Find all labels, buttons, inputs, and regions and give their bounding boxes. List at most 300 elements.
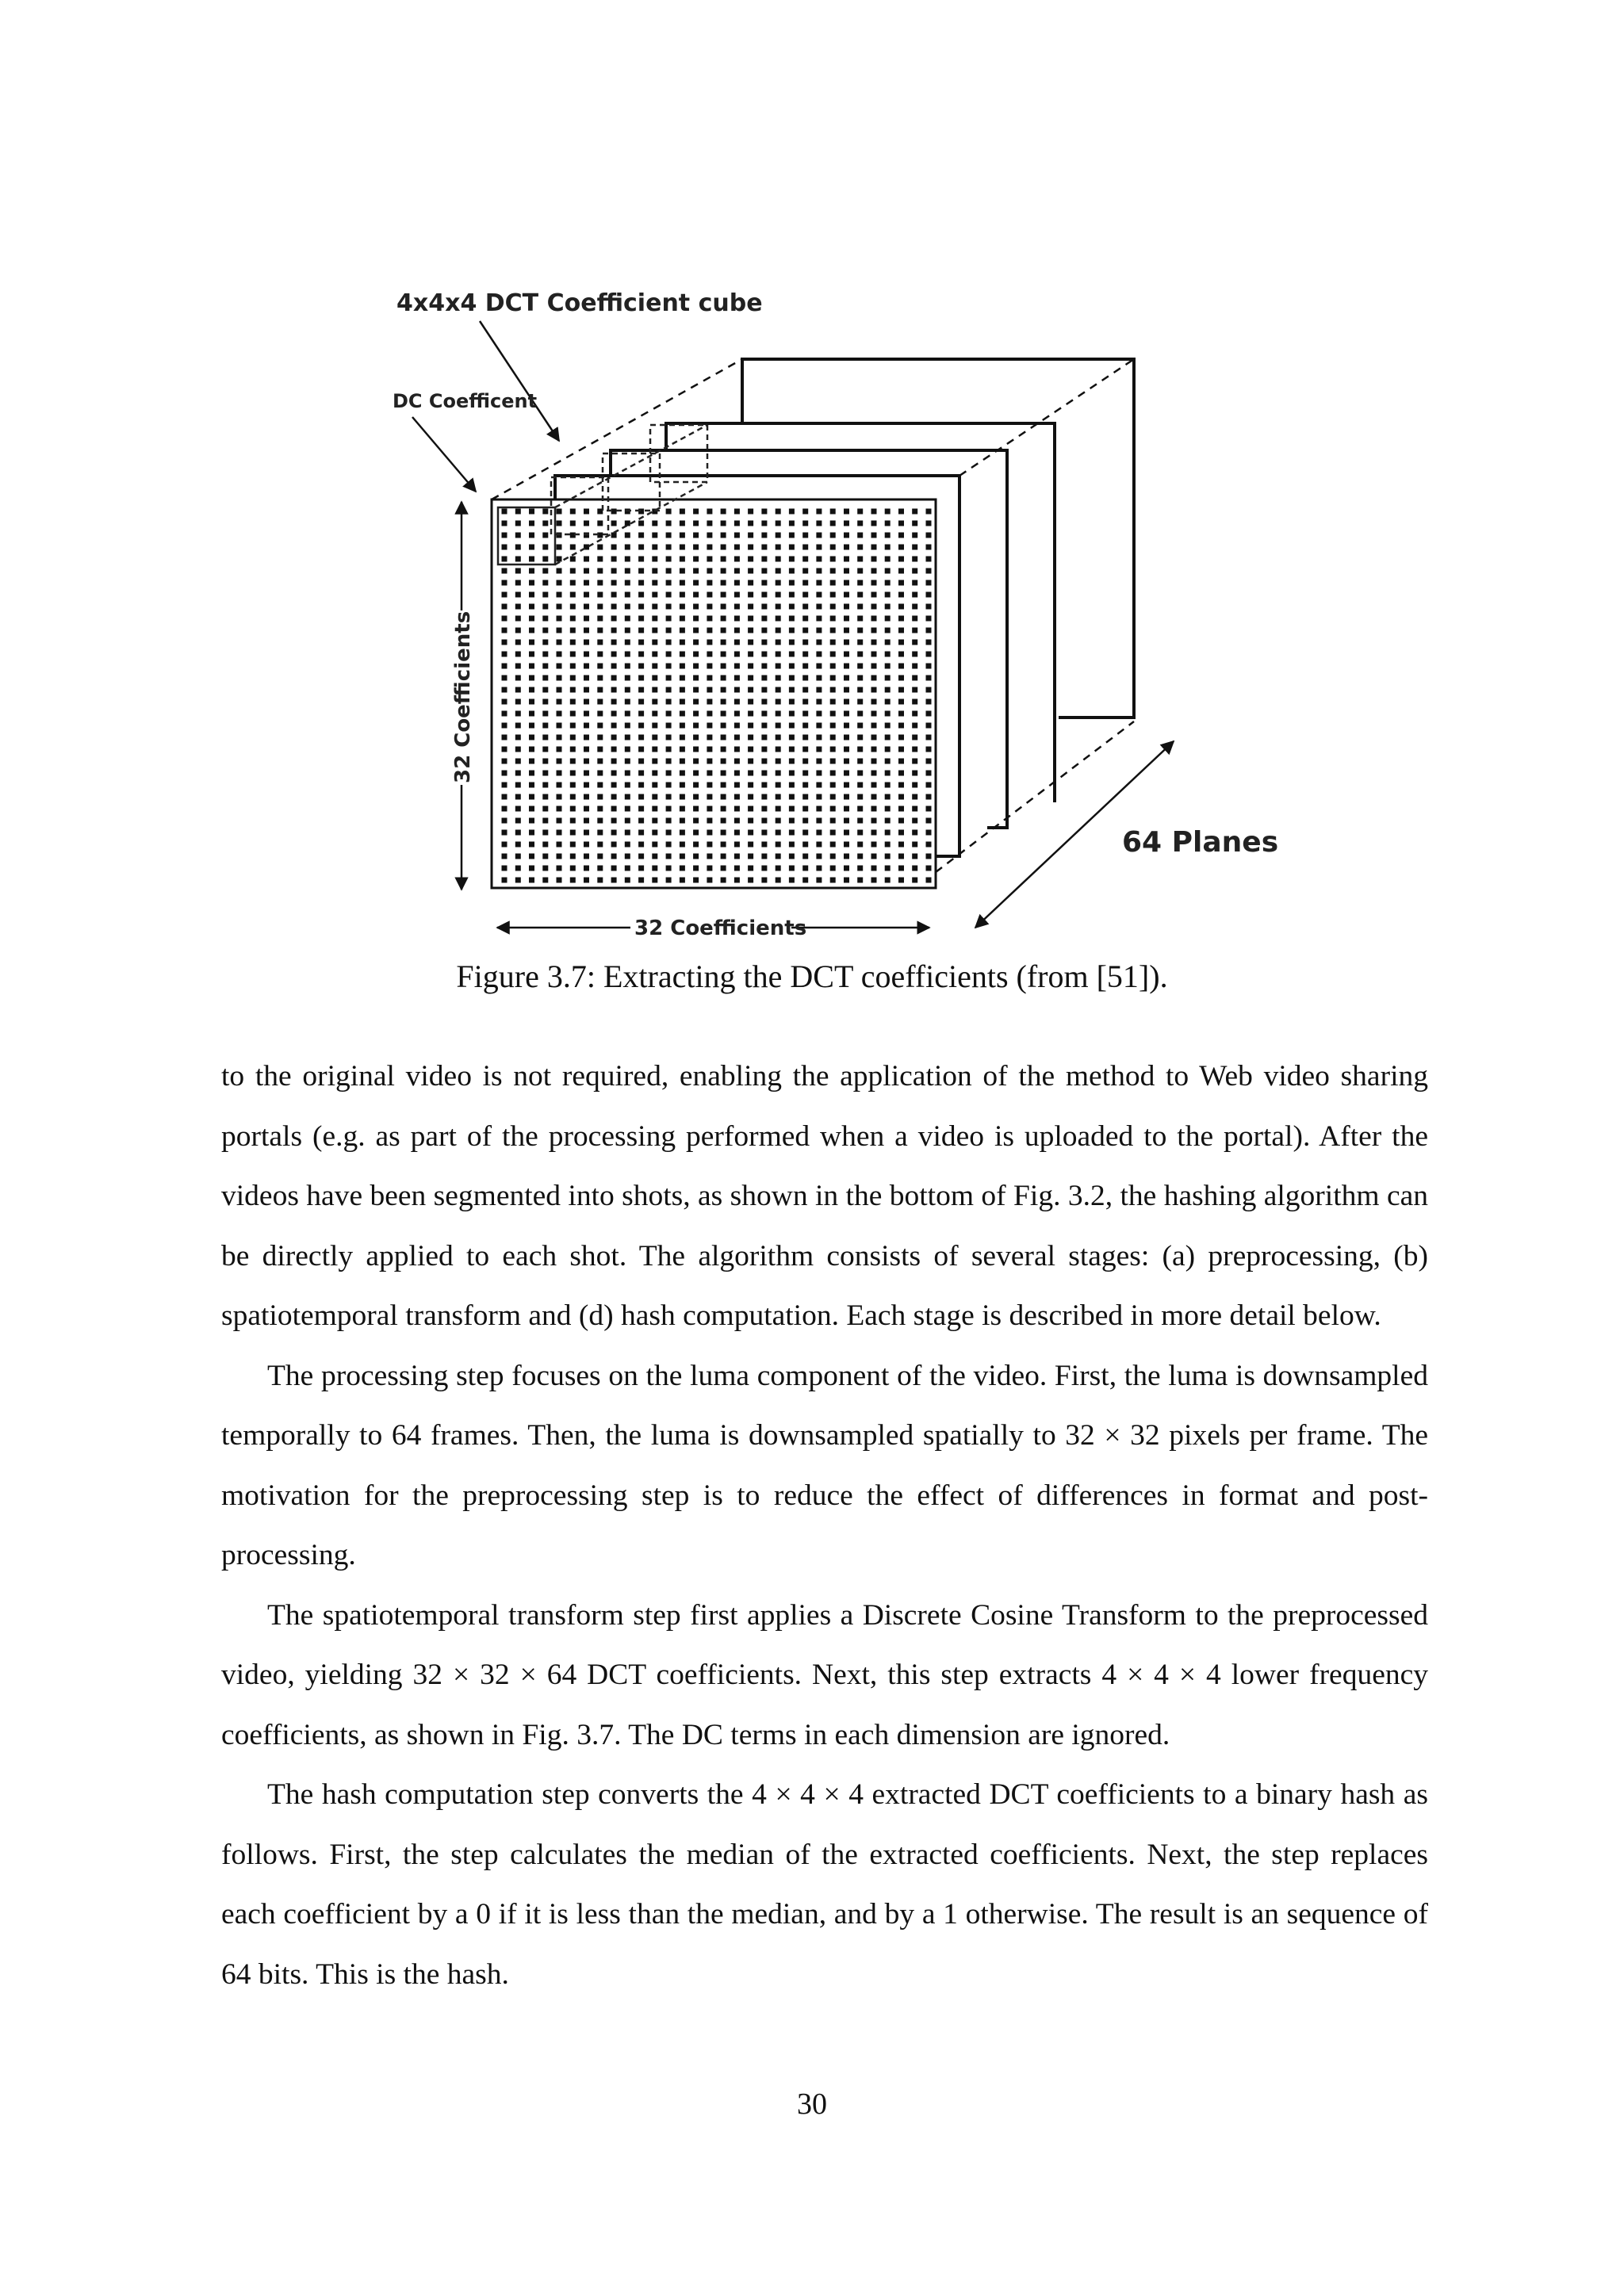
coefficient-dot (529, 652, 534, 657)
coefficient-dot (515, 794, 521, 800)
coefficient-dot (816, 509, 822, 515)
coefficient-dot (570, 747, 576, 752)
coefficient-dot (761, 818, 767, 824)
coefficient-dot (707, 759, 712, 764)
coefficient-dot (515, 878, 521, 883)
coefficient-dot (693, 664, 699, 669)
coefficient-dot (857, 533, 863, 538)
coefficient-dot (557, 723, 562, 729)
coefficient-dot (844, 640, 849, 645)
coefficient-dot (912, 699, 917, 705)
coefficient-dot (802, 604, 808, 610)
coefficient-dot (584, 652, 589, 657)
coefficient-dot (666, 830, 672, 836)
coefficient-dot (830, 687, 836, 693)
coefficient-dot (652, 545, 657, 550)
coefficient-dot (693, 866, 699, 871)
coefficient-dot (844, 675, 849, 681)
coefficient-dot (638, 533, 644, 538)
coefficient-dot (611, 747, 617, 752)
coefficient-dot (830, 818, 836, 824)
coefficient-dot (802, 711, 808, 717)
coefficient-dot (734, 652, 740, 657)
coefficient-dot (857, 783, 863, 788)
coefficient-dot (515, 664, 521, 669)
coefficient-dot (898, 771, 904, 776)
coefficient-dot (844, 628, 849, 633)
coefficient-dot (515, 521, 521, 526)
coefficient-dot (885, 640, 891, 645)
coefficient-dot (857, 794, 863, 800)
coefficient-dot (693, 521, 699, 526)
coefficient-dot (652, 616, 657, 622)
coefficient-dot (776, 652, 781, 657)
coefficient-dot (707, 854, 712, 859)
coefficient-dot (652, 568, 657, 574)
coefficient-dot (776, 580, 781, 586)
coefficient-dot (802, 652, 808, 657)
coefficient-dot (611, 604, 617, 610)
coefficient-dot (776, 723, 781, 729)
coefficient-dot (830, 652, 836, 657)
coefficient-dot (693, 640, 699, 645)
coefficient-dot (611, 723, 617, 729)
coefficient-dot (721, 640, 726, 645)
coefficient-dot (529, 557, 534, 562)
coefficient-dot (802, 866, 808, 871)
coefficient-dot (707, 568, 712, 574)
coefficient-dot (885, 675, 891, 681)
coefficient-dot (857, 616, 863, 622)
coefficient-dot (611, 687, 617, 693)
coefficient-dot (789, 699, 795, 705)
coefficient-dot (693, 699, 699, 705)
coefficient-dot (844, 842, 849, 848)
coefficient-dot (515, 580, 521, 586)
coefficient-dot (844, 806, 849, 812)
coefficient-dot (584, 664, 589, 669)
coefficient-dot (693, 545, 699, 550)
coefficient-dot (789, 664, 795, 669)
coefficient-dot (557, 711, 562, 717)
coefficient-dot (926, 580, 932, 586)
coefficient-dot (666, 568, 672, 574)
coefficient-dot (857, 759, 863, 764)
coefficient-dot (542, 628, 548, 633)
coefficient-dot (898, 723, 904, 729)
coefficient-dot (502, 557, 508, 562)
coefficient-dot (857, 854, 863, 859)
coefficient-dot (721, 592, 726, 598)
body-text (221, 1047, 1428, 2004)
coefficient-dot (707, 794, 712, 800)
coefficient-dot (666, 640, 672, 645)
coefficient-dot (816, 557, 822, 562)
coefficient-dot (680, 652, 685, 657)
coefficient-dot (830, 533, 836, 538)
coefficient-dot (557, 509, 562, 515)
coefficient-dot (734, 878, 740, 883)
coefficient-dot (926, 664, 932, 669)
coefficient-dot (625, 854, 630, 859)
coefficient-dot (885, 592, 891, 598)
coefficient-dot (734, 735, 740, 740)
coefficient-dot (789, 616, 795, 622)
coefficient-dot (885, 652, 891, 657)
coefficient-dot (898, 830, 904, 836)
coefficient-dot (830, 628, 836, 633)
coefficient-dot (680, 783, 685, 788)
coefficient-dot (557, 616, 562, 622)
coefficient-dot (570, 568, 576, 574)
coefficient-dot (857, 628, 863, 633)
figure-caption: Figure 3.7: Extracting the DCT coefficients (from [51]). (456, 959, 1168, 994)
coefficient-dot (857, 521, 863, 526)
coefficient-dot (802, 771, 808, 776)
coefficient-dot (816, 747, 822, 752)
coefficient-dot (625, 675, 630, 681)
coefficient-dot (912, 521, 917, 526)
coefficient-dot (926, 711, 932, 717)
coefficient-dot (871, 878, 877, 883)
coefficient-dot (597, 557, 603, 562)
coefficient-dot (542, 545, 548, 550)
coefficient-dot (816, 533, 822, 538)
coefficient-dot (761, 783, 767, 788)
coefficient-dot (666, 806, 672, 812)
coefficient-dot (789, 866, 795, 871)
coefficient-dot (802, 568, 808, 574)
coefficient-dot (597, 759, 603, 764)
coefficient-dot (666, 592, 672, 598)
coefficient-dot (611, 533, 617, 538)
coefficient-dot (926, 854, 932, 859)
coefficient-dot (529, 699, 534, 705)
coefficient-dot (912, 830, 917, 836)
coefficient-dot (857, 842, 863, 848)
coefficient-dot (570, 640, 576, 645)
coefficient-dot (761, 687, 767, 693)
coefficient-dot (666, 747, 672, 752)
coefficient-dot (638, 735, 644, 740)
coefficient-dot (557, 652, 562, 657)
coefficient-dot (652, 747, 657, 752)
coefficient-dot (885, 783, 891, 788)
coefficient-dot (789, 568, 795, 574)
coefficient-dot (529, 759, 534, 764)
coefficient-dot (542, 711, 548, 717)
coefficient-dot (830, 568, 836, 574)
coefficient-dot (761, 640, 767, 645)
cube-arrow (480, 321, 559, 441)
coefficient-dot (638, 592, 644, 598)
coefficient-dot (597, 783, 603, 788)
coefficient-dot (912, 652, 917, 657)
coefficient-dot (857, 580, 863, 586)
coefficient-dot (748, 640, 753, 645)
coefficient-dot (898, 878, 904, 883)
coefficient-dot (542, 878, 548, 883)
coefficient-dot (680, 854, 685, 859)
coefficient-dot (734, 830, 740, 836)
coefficient-dot (666, 878, 672, 883)
coefficient-dot (515, 830, 521, 836)
coefficient-dot (570, 616, 576, 622)
coefficient-dot (898, 735, 904, 740)
coefficient-dot (502, 687, 508, 693)
coefficient-dot (871, 806, 877, 812)
coefficient-dot (721, 854, 726, 859)
coefficient-dot (816, 794, 822, 800)
coefficient-dot (625, 747, 630, 752)
coefficient-dot (721, 759, 726, 764)
coefficient-dot (789, 735, 795, 740)
coefficient-dot (857, 687, 863, 693)
coefficient-dot (611, 783, 617, 788)
coefficient-dot (557, 664, 562, 669)
coefficient-dot (721, 794, 726, 800)
coefficient-dot (652, 699, 657, 705)
coefficient-dot (748, 604, 753, 610)
coefficient-dot (529, 771, 534, 776)
coefficient-dot (680, 545, 685, 550)
coefficient-dot (898, 866, 904, 871)
coefficient-dot (529, 783, 534, 788)
coefficient-dot (515, 735, 521, 740)
coefficient-dot (748, 866, 753, 871)
coefficient-dot (584, 854, 589, 859)
coefficient-dot (584, 830, 589, 836)
coefficient-dot (776, 783, 781, 788)
coefficient-dot (734, 675, 740, 681)
coefficient-dot (707, 580, 712, 586)
coefficient-dot (912, 842, 917, 848)
coefficient-dot (542, 747, 548, 752)
coefficient-dot (611, 771, 617, 776)
coefficient-dot (625, 759, 630, 764)
coefficient-dot (625, 604, 630, 610)
coefficient-dot (776, 794, 781, 800)
coefficient-dot (502, 580, 508, 586)
coefficient-dot (638, 878, 644, 883)
coefficient-dot (898, 854, 904, 859)
coefficient-dot (912, 783, 917, 788)
coefficient-dot (529, 854, 534, 859)
coefficient-dot (802, 759, 808, 764)
coefficient-dot (557, 806, 562, 812)
coefficient-dot (871, 664, 877, 669)
coefficient-dot (816, 818, 822, 824)
coefficient-dot (570, 509, 576, 515)
coefficient-dot (680, 557, 685, 562)
coefficient-dot (721, 568, 726, 574)
coefficient-dot (502, 866, 508, 871)
coefficient-dot (707, 723, 712, 729)
coefficient-dot (502, 723, 508, 729)
coefficient-dot (816, 878, 822, 883)
coefficient-dot (885, 557, 891, 562)
coefficient-dot (802, 533, 808, 538)
coefficient-dot (666, 854, 672, 859)
coefficient-dot (748, 568, 753, 574)
coefficient-dot (748, 557, 753, 562)
coefficient-dot (707, 664, 712, 669)
coefficient-dot (597, 830, 603, 836)
coefficient-dot (734, 616, 740, 622)
coefficient-dot (611, 580, 617, 586)
coefficient-dot (680, 735, 685, 740)
coefficient-dot (898, 640, 904, 645)
coefficient-dot (680, 759, 685, 764)
coefficient-dot (625, 521, 630, 526)
coefficient-dot (898, 699, 904, 705)
coefficient-dot (515, 533, 521, 538)
coefficient-dot (652, 878, 657, 883)
coefficient-dot (625, 628, 630, 633)
coefficient-dot (515, 723, 521, 729)
coefficient-dot (638, 628, 644, 633)
coefficient-dot (721, 723, 726, 729)
coefficient-dot (584, 842, 589, 848)
coefficient-dot (844, 771, 849, 776)
coefficient-dot (625, 592, 630, 598)
vertical-dimension-label: 32 Coefficients (451, 610, 475, 783)
coefficient-dot (748, 675, 753, 681)
coefficient-dot (625, 830, 630, 836)
coefficient-dot (898, 783, 904, 788)
coefficient-dot (529, 640, 534, 645)
coefficient-dot (570, 759, 576, 764)
coefficient-dot (584, 771, 589, 776)
coefficient-dot (721, 830, 726, 836)
coefficient-dot (844, 592, 849, 598)
coefficient-dot (584, 723, 589, 729)
coefficient-dot (652, 771, 657, 776)
coefficient-dot (721, 783, 726, 788)
coefficient-dot (857, 604, 863, 610)
coefficient-dot (748, 628, 753, 633)
coefficient-dot (898, 557, 904, 562)
coefficient-dot (926, 687, 932, 693)
coefficient-dot (625, 735, 630, 740)
coefficient-dot (816, 711, 822, 717)
coefficient-dot (680, 592, 685, 598)
coefficient-dot (680, 533, 685, 538)
coefficient-dot (542, 557, 548, 562)
coefficient-dot (761, 794, 767, 800)
coefficient-dot (830, 783, 836, 788)
coefficient-dot (802, 521, 808, 526)
coefficient-dot (542, 854, 548, 859)
coefficient-dot (776, 592, 781, 598)
coefficient-dot (707, 687, 712, 693)
coefficient-dot (570, 580, 576, 586)
coefficient-dot (515, 711, 521, 717)
coefficient-dot (597, 604, 603, 610)
paragraph-1: to the original video is not required, enabling the application of the method to Web video sharing portals (e.g. as part of the processing performed when a video is uploaded to the portal). After the videos have been segmented into shots, as shown in the bottom of Fig. 3.2, the hashing algorithm can be directly applied to each shot. The algorithm consists of several stages: (a) preprocessing, (b) spatiotemporal transform and (d) hash computation. Each stage is described in more detail below. (221, 1060, 1428, 1332)
coefficient-dot (898, 545, 904, 550)
coefficient-dot (816, 687, 822, 693)
coefficient-dot (570, 842, 576, 848)
coefficient-dot (748, 616, 753, 622)
coefficient-dot (885, 759, 891, 764)
coefficient-dot (844, 664, 849, 669)
coefficient-dot (666, 664, 672, 669)
coefficient-dot (707, 533, 712, 538)
coefficient-dot (542, 533, 548, 538)
coefficient-dot (748, 759, 753, 764)
coefficient-dot (926, 592, 932, 598)
coefficient-dot (502, 771, 508, 776)
coefficient-dot (584, 794, 589, 800)
coefficient-dot (515, 783, 521, 788)
coefficient-dot (652, 783, 657, 788)
coefficient-dot (734, 568, 740, 574)
coefficient-dot (721, 616, 726, 622)
coefficient-dot (638, 545, 644, 550)
coefficient-dot (570, 545, 576, 550)
coefficient-dot (584, 699, 589, 705)
coefficient-dot (652, 580, 657, 586)
coefficient-dot (570, 652, 576, 657)
coefficient-dot (885, 842, 891, 848)
coefficient-dot (584, 711, 589, 717)
coefficient-dot (584, 640, 589, 645)
coefficient-dot (529, 675, 534, 681)
coefficient-dot (830, 866, 836, 871)
coefficient-dot (761, 568, 767, 574)
coefficient-dot (734, 533, 740, 538)
coefficient-dot (707, 747, 712, 752)
coefficient-dot (761, 854, 767, 859)
coefficient-dot (789, 759, 795, 764)
coefficient-dot (693, 557, 699, 562)
coefficient-dot (570, 604, 576, 610)
coefficient-dot (912, 664, 917, 669)
coefficient-dot (502, 628, 508, 633)
coefficient-dot (761, 747, 767, 752)
coefficient-dot (734, 628, 740, 633)
coefficient-dot (611, 830, 617, 836)
coefficient-dot (611, 675, 617, 681)
coefficient-dot (680, 664, 685, 669)
coefficient-dot (926, 771, 932, 776)
coefficient-dot (776, 640, 781, 645)
coefficient-dot (885, 687, 891, 693)
coefficient-dot (638, 794, 644, 800)
coefficient-dot (721, 806, 726, 812)
coefficient-dot (761, 675, 767, 681)
coefficient-dot (597, 545, 603, 550)
coefficient-dot (721, 509, 726, 515)
coefficient-dot (693, 616, 699, 622)
coefficient-dot (707, 711, 712, 717)
coefficient-dot (789, 675, 795, 681)
coefficient-dot (597, 806, 603, 812)
coefficient-dot (680, 723, 685, 729)
coefficient-dot (761, 771, 767, 776)
coefficient-dot (625, 640, 630, 645)
coefficient-dot (844, 521, 849, 526)
dc-label: DC Coefficent (393, 390, 538, 412)
coefficient-dot (693, 711, 699, 717)
coefficient-dot (542, 521, 548, 526)
coefficient-dot (652, 628, 657, 633)
coefficient-dot (693, 747, 699, 752)
coefficient-dot (707, 521, 712, 526)
coefficient-dot (542, 699, 548, 705)
coefficient-dot (898, 747, 904, 752)
